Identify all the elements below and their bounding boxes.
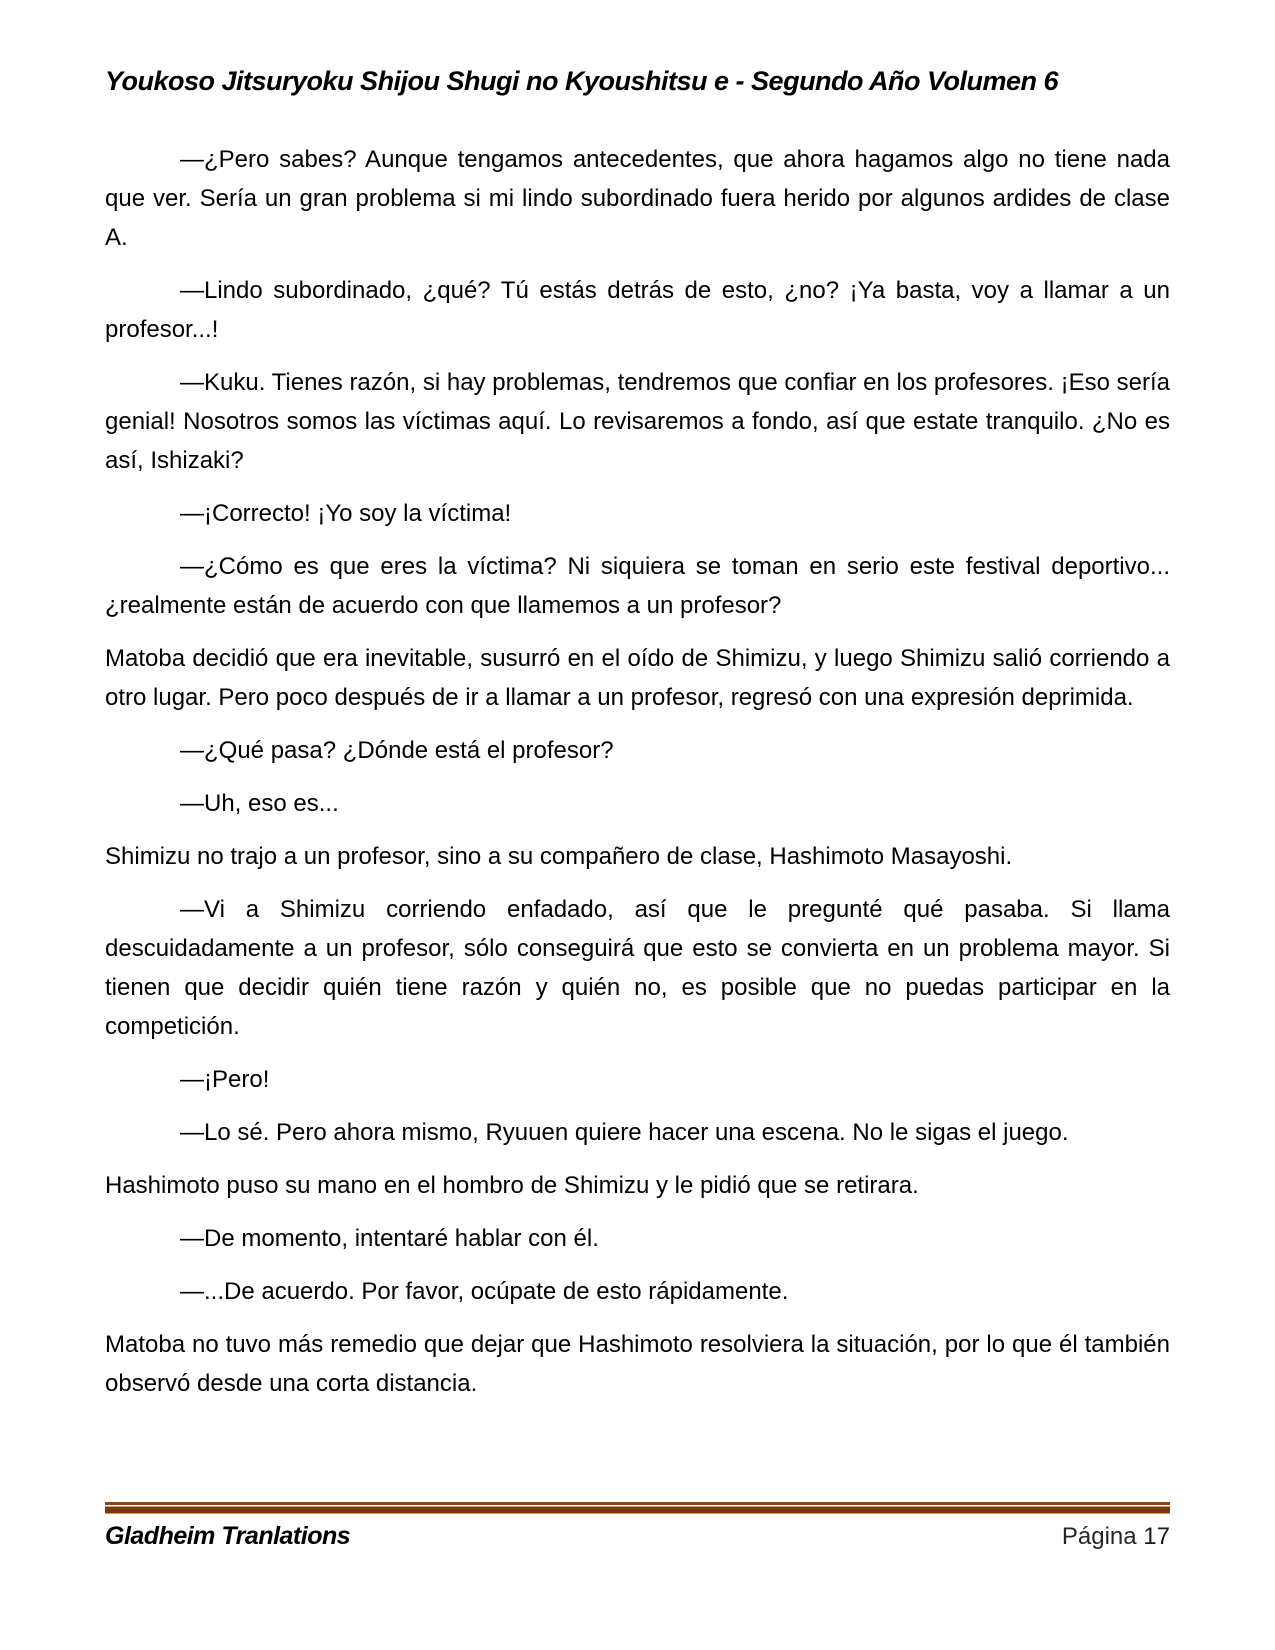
footer-row — [105, 1522, 1170, 1551]
footer-rule — [105, 1502, 1170, 1515]
footer-brand: Gladheim Tranlations — [105, 1522, 351, 1550]
paragraph: Shimizu no trajo a un profesor, sino a su compañero de clase, Hashimoto Masayoshi. — [105, 843, 1013, 870]
paragraph: —Uh, eso es... — [180, 790, 339, 817]
paragraph: —Lo sé. Pero ahora mismo, Ryuuen quiere hacer una escena. No le sigas el juego. — [180, 1119, 1069, 1146]
paragraph: —Vi a Shimizu corriendo enfadado, así que le pregunté qué pasaba. Si llama descuidadamente a un profesor, sólo conseguirá que esto se convierta en un problema mayor. Si tienen que decidir quién tiene razón y quién no, es posible que no puedas participar en la competición. — [105, 896, 1170, 1040]
paragraph: Matoba no tuvo más remedio que dejar que Hashimoto resolviera la situación, por lo que él también observó desde una corta distancia. — [105, 1331, 1170, 1397]
paragraph: —¿Qué pasa? ¿Dónde está el profesor? — [180, 737, 614, 764]
paragraph: —Kuku. Tienes razón, si hay problemas, tendremos que confiar en los profesores. ¡Eso sería genial! Nosotros somos las víctimas aquí. Lo revisaremos a fondo, así que estate tranquilo. ¿No es así, Ishizaki? — [105, 369, 1170, 474]
footer-page-label: Página — [1061, 1523, 1137, 1550]
paragraph: —¿Cómo es que eres la víctima? Ni siquiera se toman en serio este festival deportivo... ¿realmente están de acuerdo con que llamemos a un profesor? — [105, 553, 1170, 619]
paragraph: Matoba decidió que era inevitable, susurró en el oído de Shimizu, y luego Shimizu salió corriendo a otro lugar. Pero poco después de ir a llamar a un profesor, regresó con una expresión deprimida. — [105, 645, 1170, 711]
paragraph: —¡Pero! — [180, 1066, 270, 1093]
page-header-title: Youkoso Jitsuryoku Shijou Shugi no Kyoushitsu e - Segundo Año Volumen 6 — [105, 66, 1059, 96]
footer-page-indicator — [1062, 1523, 1170, 1551]
document-body — [105, 140, 1170, 1417]
paragraph: —Lindo subordinado, ¿qué? Tú estás detrás de esto, ¿no? ¡Ya basta, voy a llamar a un profesor...! — [105, 277, 1170, 343]
page-footer — [105, 1502, 1170, 1551]
page-header — [105, 66, 1170, 97]
footer-page-number: 17 — [1143, 1523, 1170, 1550]
paragraph: Hashimoto puso su mano en el hombro de Shimizu y le pidió que se retirara. — [105, 1172, 919, 1199]
paragraph: —¡Correcto! ¡Yo soy la víctima! — [180, 500, 512, 527]
paragraph: —¿Pero sabes? Aunque tengamos antecedentes, que ahora hagamos algo no tiene nada que ver. Sería un gran problema si mi lindo subordinado fuera herido por algunos ardides de clase A. — [105, 146, 1170, 251]
paragraph: —De momento, intentaré hablar con él. — [180, 1225, 599, 1252]
paragraph: —...De acuerdo. Por favor, ocúpate de esto rápidamente. — [180, 1278, 789, 1305]
